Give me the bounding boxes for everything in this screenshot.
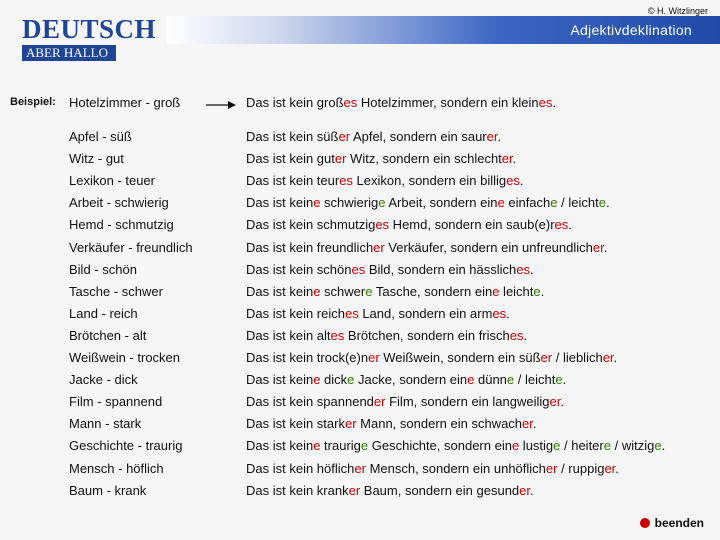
sentence-fragment: . [540, 284, 545, 299]
ending-highlight: e [467, 372, 475, 387]
example-sentence-row [246, 461, 619, 476]
ending-highlight: er [592, 240, 604, 255]
ending-highlight: er [522, 416, 533, 431]
word-pair: Land - reich [69, 306, 138, 321]
title-banner [166, 16, 720, 44]
example-sentence-row [246, 438, 665, 453]
sentence-fragment: . [506, 306, 510, 321]
ending-highlight: es [344, 306, 359, 321]
sentence-fragment: Das ist kein [246, 284, 314, 299]
sentence-fragment: Mensch, sondern ein unhöflich [365, 461, 546, 476]
example-sentence [246, 95, 556, 110]
word-pair: Mensch - höflich [69, 461, 164, 476]
sentence-fragment: . [519, 173, 524, 188]
sentence-fragment: . [530, 483, 534, 498]
sentence-fragment: / lieblich [552, 350, 603, 365]
sentence-fragment: einfach [504, 195, 551, 210]
ending-highlight: e [313, 438, 321, 453]
ending-highlight: es [554, 217, 569, 232]
ending-highlight: e [550, 195, 558, 210]
sentence-fragment: . [661, 438, 666, 453]
sentence-fragment: Bild, sondern ein hässlich [365, 262, 517, 277]
example-sentence-row [246, 328, 527, 343]
example-sentence-row [246, 350, 617, 365]
ending-highlight: e [603, 438, 611, 453]
sentence-fragment: Weißwein, sondern ein süß [379, 350, 541, 365]
sentence-fragment: Land, sondern ein arm [358, 306, 493, 321]
sentence-fragment: Das ist kein schmutzig [246, 217, 376, 232]
ending-highlight: es [516, 262, 530, 277]
word-pair: Lexikon - teuer [69, 173, 155, 188]
example-sentence-row [246, 129, 501, 144]
sentence-fragment: . [562, 372, 567, 387]
red-dot-icon [640, 518, 650, 528]
sentence-fragment: Das ist kein teur [246, 173, 340, 188]
sentence-fragment: Das ist kein schön [246, 262, 352, 277]
sentence-fragment: / leicht [514, 372, 556, 387]
ending-highlight: er [354, 461, 366, 476]
word-pair: Witz - gut [69, 151, 124, 166]
ending-highlight: er [348, 483, 361, 498]
logo [22, 14, 156, 62]
exit-button[interactable] [640, 516, 704, 530]
example-sentence-row [246, 262, 534, 277]
ending-highlight: es [506, 173, 520, 188]
word-pair: Hemd - schmutzig [69, 217, 174, 232]
example-sentence-row [246, 284, 544, 299]
ending-highlight: er [344, 416, 357, 431]
word-pair: Brötchen - alt [69, 328, 147, 343]
ending-highlight: er [545, 461, 558, 476]
sentence-fragment: Das ist kein [246, 195, 314, 210]
example-sentence-row [246, 372, 566, 387]
ending-highlight: es [339, 173, 353, 188]
sentence-fragment: . [560, 394, 564, 409]
ending-highlight: e [533, 284, 541, 299]
sentence-fragment: Film, sondern ein langweilig [385, 394, 550, 409]
sentence-fragment: . [512, 151, 517, 166]
arrow-right-icon [206, 100, 236, 110]
word-pair: Bild - schön [69, 262, 137, 277]
ending-highlight: es [343, 95, 358, 110]
sentence-fragment: Geschichte, sondern ein [368, 438, 512, 453]
ending-highlight: e [360, 438, 369, 453]
sentence-fragment: Tasche, sondern ein [372, 284, 493, 299]
ending-highlight: er [334, 151, 347, 166]
word-pair: Tasche - schwer [69, 284, 163, 299]
sentence-fragment: Arbeit, sondern ein [385, 195, 498, 210]
sentence-fragment: Das ist kein stark [246, 416, 345, 431]
sentence-fragment: Brötchen, sondern ein frisch [344, 328, 510, 343]
ending-highlight: e [313, 372, 321, 387]
example-sentence-row [246, 195, 610, 210]
sentence-fragment: Das ist kein [246, 438, 314, 453]
sentence-fragment: Das ist kein süß [246, 129, 339, 144]
sentence-fragment: . [497, 129, 502, 144]
ending-highlight: e [598, 195, 606, 210]
sentence-fragment: Das ist kein freundlich [246, 240, 374, 255]
ending-highlight: er [373, 394, 386, 409]
sentence-fragment: Verkäufer, sondern ein unfreundlich [384, 240, 593, 255]
word-pair: Jacke - dick [69, 372, 138, 387]
word-pair: Baum - krank [69, 483, 147, 498]
sentence-fragment: Das ist kein krank [246, 483, 349, 498]
sentence-fragment: Witz, sondern ein schlecht [346, 151, 502, 166]
sentence-fragment: / witzig [610, 438, 655, 453]
sentence-fragment: Das ist kein groß [246, 95, 344, 110]
ending-highlight: es [492, 306, 507, 321]
ending-highlight: e [511, 438, 520, 453]
sentence-fragment: lustig [519, 438, 554, 453]
ending-highlight: e [553, 438, 561, 453]
ending-highlight: er [338, 129, 351, 144]
sentence-fragment: schwierig [320, 195, 379, 210]
ending-highlight: e [347, 372, 355, 387]
sentence-fragment: . [552, 95, 556, 110]
sentence-fragment: Das ist kein spannend [246, 394, 374, 409]
ending-highlight: er [604, 461, 616, 476]
ending-highlight: er [519, 483, 530, 498]
word-pair: Geschichte - traurig [69, 438, 183, 453]
ending-highlight: er [373, 240, 385, 255]
example-sentence-row [246, 217, 572, 232]
sentence-fragment: . [532, 416, 537, 431]
sentence-fragment: . [568, 217, 572, 232]
ending-highlight: e [506, 372, 515, 387]
ending-highlight: er [540, 350, 553, 365]
sentence-fragment: Das ist kein höflich [246, 461, 355, 476]
sentence-fragment: Lexikon, sondern ein billig [352, 173, 507, 188]
sentence-fragment: schwer [320, 284, 366, 299]
example-sentence-row [246, 483, 534, 498]
sentence-fragment: Hemd, sondern ein saub(e)r [389, 217, 555, 232]
word-pair: Apfel - süß [69, 129, 132, 144]
sentence-fragment: Hotelzimmer, sondern ein klein [357, 95, 539, 110]
sentence-fragment: Das ist kein gut [246, 151, 335, 166]
example-label: Beispiel: [10, 96, 56, 108]
ending-highlight: e [497, 195, 505, 210]
ending-highlight: er [368, 350, 380, 365]
ending-highlight: e [654, 438, 662, 453]
logo-sub-text: ABER HALLO [22, 45, 116, 61]
ending-highlight: es [330, 328, 345, 343]
sentence-fragment: Das ist kein alt [246, 328, 331, 343]
sentence-fragment: Das ist kein trock(e)n [246, 350, 369, 365]
sentence-fragment: dick [320, 372, 348, 387]
sentence-fragment: leicht [499, 284, 534, 299]
word-pair: Mann - stark [69, 416, 142, 431]
ending-highlight: e [313, 195, 321, 210]
sentence-fragment: . [530, 262, 534, 277]
ending-highlight: er [549, 394, 561, 409]
ending-highlight: e [378, 195, 386, 210]
ending-highlight: er [501, 151, 513, 166]
sentence-fragment: Apfel, sondern ein saur [350, 129, 487, 144]
sentence-fragment: . [615, 461, 619, 476]
sentence-fragment: Baum, sondern ein gesund [360, 483, 520, 498]
ending-highlight: er [486, 129, 498, 144]
example-sentence-row [246, 394, 564, 409]
ending-highlight: es [375, 217, 390, 232]
copyright-note: © H. Witzlinger [647, 6, 708, 16]
ending-highlight: e [492, 284, 500, 299]
sentence-fragment: . [523, 328, 528, 343]
ending-highlight: es [351, 262, 366, 277]
sentence-fragment: Das ist kein reich [246, 306, 345, 321]
sentence-fragment: . [603, 240, 608, 255]
sentence-fragment: / ruppig [557, 461, 605, 476]
word-pair: Arbeit - schwierig [69, 195, 169, 210]
word-pair: Film - spannend [69, 394, 163, 409]
logo-main-text: DEUTSCH [22, 14, 157, 44]
sentence-fragment: Mann, sondern ein schwach [356, 416, 523, 431]
example-sentence-row [246, 173, 524, 188]
word-pair: Verkäufer - freundlich [69, 240, 193, 255]
ending-highlight: e [365, 284, 373, 299]
sentence-fragment: . [605, 195, 610, 210]
example-sentence-row [246, 416, 537, 431]
exit-label: beenden [654, 516, 704, 530]
sentence-fragment: Das ist kein [246, 372, 314, 387]
example-left: Hotelzimmer - groß [69, 95, 181, 110]
example-sentence-row [246, 151, 516, 166]
ending-highlight: es [538, 95, 553, 110]
sentence-fragment: . [613, 350, 618, 365]
sentence-fragment: / heiter [560, 438, 604, 453]
page-title: Adjektivdeklination [570, 22, 692, 38]
sentence-fragment: traurig [320, 438, 361, 453]
example-sentence-row [246, 306, 510, 321]
ending-highlight: es [509, 328, 524, 343]
sentence-fragment: Jacke, sondern ein [354, 372, 468, 387]
ending-highlight: e [313, 284, 321, 299]
ending-highlight: er [602, 350, 614, 365]
sentence-fragment: dünn [474, 372, 507, 387]
example-sentence-row [246, 240, 607, 255]
word-pair: Weißwein - trocken [69, 350, 181, 365]
sentence-fragment: / leicht [557, 195, 599, 210]
ending-highlight: e [555, 372, 563, 387]
